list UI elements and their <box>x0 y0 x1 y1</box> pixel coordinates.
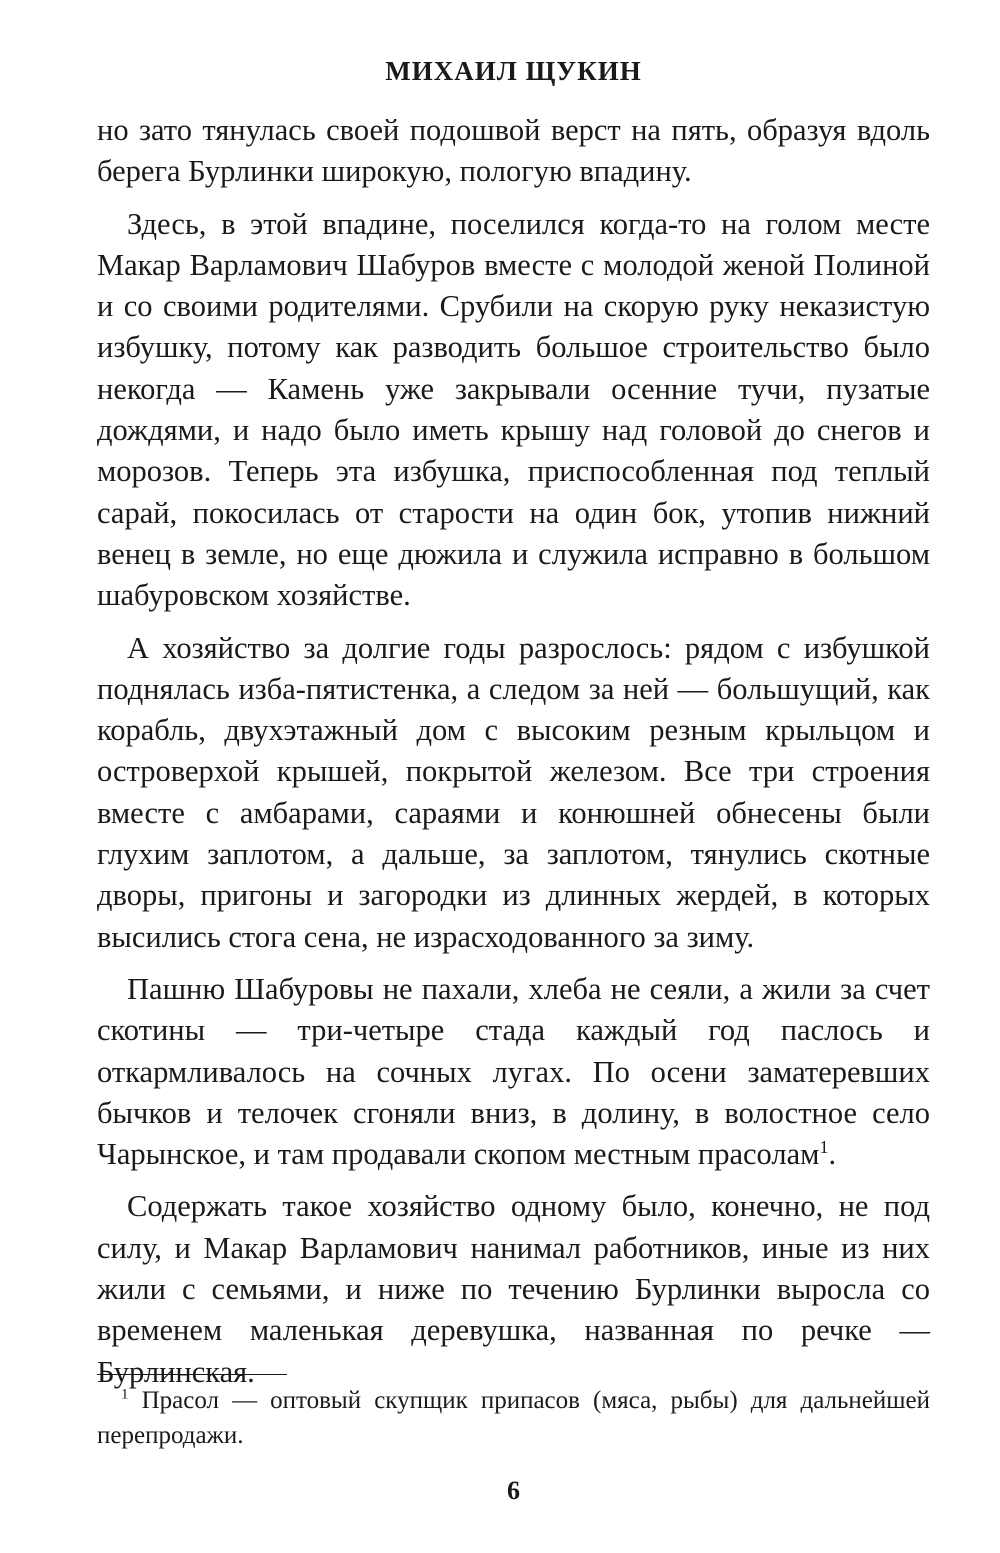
paragraph: А хозяйство за долгие годы разрослось: рядом с избушкой поднялась изба-пятистенка, а следом за ней — большущий, как корабль, двухэтажный дом с высоким резным крыльцом и островерхой крышей, покрытой железом. Все три строения вместе с амбарами, сараями и конюшней обнесены были глухим заплотом, а дальше, за заплотом, тянулись скотные дворы, пригоны и загородки из длинных жердей, в которых высились стога сена, не израсходованного за зиму. <box>97 630 930 954</box>
body-text <box>97 110 930 1393</box>
book-page <box>97 0 930 1553</box>
footnote-text: Прасол — оптовый скупщик припасов (мяса, рыбы) для дальнейшей перепродажи. <box>97 1387 931 1449</box>
running-head: МИХАИЛ ЩУКИН <box>385 56 642 86</box>
paragraph-with-footnote: Пашню Шабуровы не пахали, хлеба не сеяли, а жили за счет скотины — три-четыре стада каждый год паслось и откармливалось на сочных лугах. По осени заматеревших бычков и телочек сгоняли вниз, в долину, в волостное село Чарынское, и там продавали скопом местным прасолам$^1$. <box>97 971 930 1172</box>
footnote-marker: 1 <box>121 1386 129 1403</box>
page-number: 6 <box>507 1476 520 1505</box>
paragraph: но зато тянулась своей подошвой верст на пять, образуя вдоль берега Бурлинки широкую, пологую впадину. <box>97 113 930 189</box>
paragraph: Здесь, в этой впадине, поселился когда-то на голом месте Макар Варламович Шабуров вместе с молодой женой Полиной и со своими родителями. Срубили на скорую руку неказистую избушку, потому как разводить большое строительство было некогда — Камень уже закрывали осенние тучи, пузатые дождями, и надо было иметь крышу над головой до снегов и морозов. Теперь эта избушка, приспособленная под теплый сарай, покосилась от старости на один бок, утопив нижний венец в земле, но еще дюжила и служила исправно в большом шабуровском хозяйстве. <box>97 206 930 613</box>
footnote-reference: 1 <box>819 1136 829 1157</box>
footnote-divider <box>97 1374 287 1375</box>
paragraph-text: Пашню Шабуровы не пахали, хлеба не сеяли, а жили за счет скотины — три-четыре стада каждый год паслось и откармливалось на сочных лугах. По осени заматеревших бычков и телочек сгоняли вниз, в долину, в волостное село Чарынское, и там продавали скопом местным прасолам <box>97 971 930 1172</box>
footnote <box>97 1383 930 1453</box>
paragraph: Содержать такое хозяйство одному было, конечно, не под силу, и Макар Варламович нанимал работников, иные из них жили с семьями, и ниже по течению Бурлинки выросла со временем маленькая деревушка, названная по речке — Бурлинская. <box>97 1189 930 1389</box>
